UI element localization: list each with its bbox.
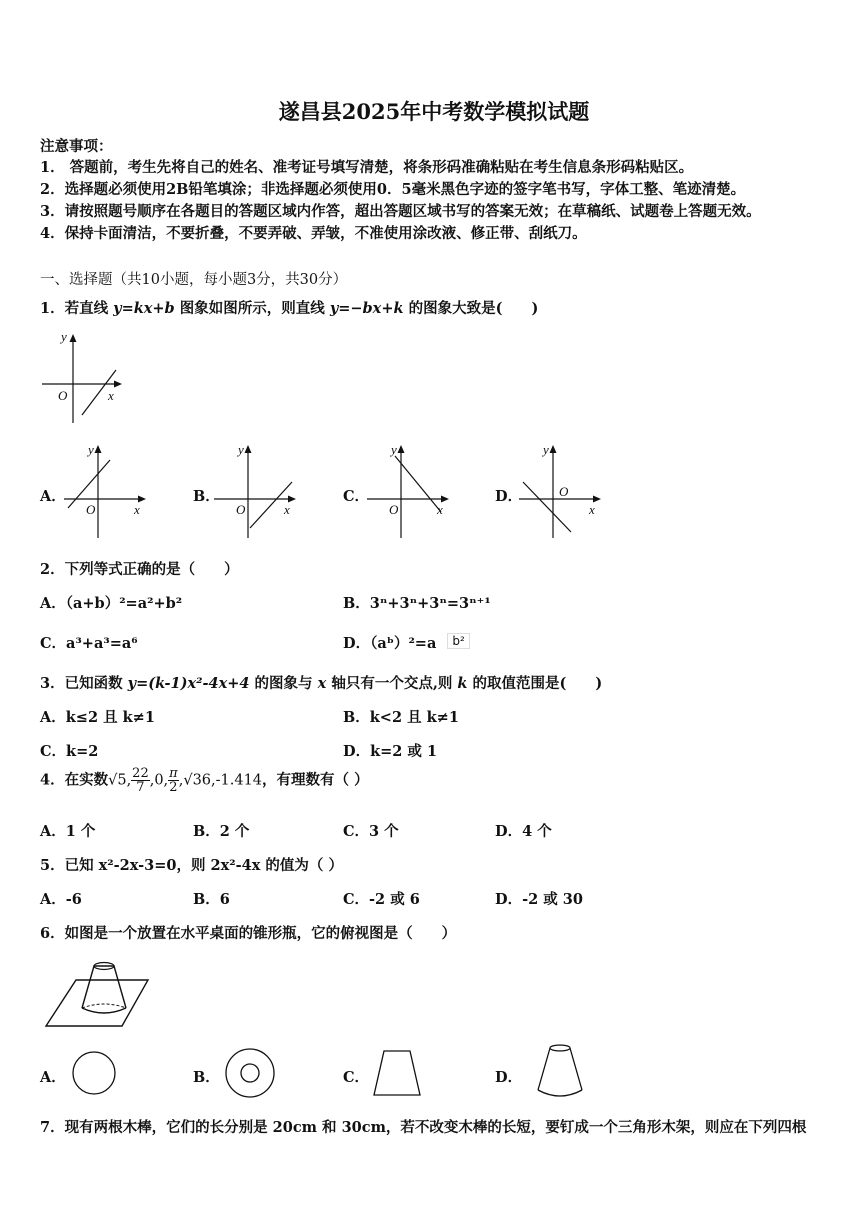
q5-option-d[interactable]: D．-2 或 30 [495, 891, 583, 908]
q4-option-c[interactable]: C．3 个 [343, 823, 399, 840]
q1-option-d-graph[interactable] [517, 440, 607, 540]
q3-k: k [457, 675, 468, 692]
q2-option-a[interactable] [40, 592, 182, 613]
q3-option-a[interactable]: A．k≤2 且 k≠1 [40, 709, 155, 726]
q3-option-c[interactable]: C．k=2 [40, 743, 99, 760]
q2-a-text: （a+b）²=a²+b² [65, 595, 183, 612]
origin-label: O [559, 484, 569, 499]
question-3-stem [40, 672, 602, 693]
q6-option-d-flask-view[interactable] [530, 1040, 590, 1102]
q4-f1-denominator: 7 [136, 780, 145, 795]
axis-x-label: x [284, 502, 290, 517]
q3-formula: y=(k-1)x²-4x+4 [127, 675, 250, 692]
axis-x-label: x [589, 502, 595, 517]
q3-x: x [317, 675, 327, 692]
q2-c-text: a³+a³=a⁶ [66, 635, 138, 652]
axis-x-label: x [134, 502, 140, 517]
q1-reference-graph [38, 325, 128, 425]
q4-f2-denominator: 2 [169, 780, 178, 795]
q4-option-a[interactable]: A．1 个 [40, 823, 96, 840]
origin-label: O [58, 388, 68, 403]
question-6-stem: 6．如图是一个放置在水平桌面的锥形瓶，它的俯视图是（ ） [40, 925, 457, 942]
q1-option-c-graph[interactable] [365, 440, 455, 540]
q1-formula-2: y=−bx+k [329, 300, 404, 317]
q3-option-b[interactable]: B．k<2 且 k≠1 [343, 709, 459, 726]
q2-b-text: 3ⁿ+3ⁿ+3ⁿ=3ⁿ⁺¹ [369, 595, 491, 612]
q5-option-c[interactable]: C．-2 或 6 [343, 891, 420, 908]
axis-y-label: y [391, 442, 397, 457]
q2-d-text: （aᵇ）²=a [370, 635, 437, 652]
axis-y-label: y [88, 442, 94, 457]
axis-x-label: x [108, 388, 114, 403]
origin-label: O [389, 502, 399, 517]
q1-formula-1: y=kx+b [113, 300, 175, 317]
note-item: 4．保持卡面清洁，不要折叠，不要弄破、弄皱，不准使用涂改液、修正带、刮纸刀。 [40, 225, 587, 242]
q4-f1-numerator: 22 [132, 766, 149, 781]
question-5-stem: 5．已知 x²-2x-3=0，则 2x²-4x 的值为（ ） [40, 857, 343, 874]
q6-option-b-label: B． [193, 1069, 220, 1086]
q1-option-a-label: A． [40, 488, 66, 505]
q6-option-a-label: A． [40, 1069, 66, 1086]
q4-option-d[interactable]: D．4 个 [495, 823, 552, 840]
q1-option-d-label: D． [495, 488, 523, 505]
q1-option-c-label: C． [343, 488, 370, 505]
q6-option-a-circle[interactable] [66, 1045, 122, 1101]
axis-y-label: y [543, 442, 549, 457]
notes-heading: 注意事项： [40, 138, 113, 155]
origin-label: O [86, 502, 96, 517]
q2-d-label: D． [343, 635, 371, 652]
q4-pre: 4．在实数 [40, 771, 109, 789]
q2-d-exponent-box: b² [447, 633, 469, 649]
q4-sqrt5: √5 [108, 772, 127, 789]
question-1-stem [40, 297, 538, 318]
q4-fraction-pi-2 [168, 767, 179, 794]
q6-option-b-ring[interactable] [220, 1043, 280, 1103]
question-4-stem [40, 767, 369, 794]
q4-f2-numerator: π [169, 766, 178, 781]
q2-option-c[interactable] [40, 632, 138, 653]
q5-option-a[interactable]: A．-6 [40, 891, 82, 908]
question-2-stem: 2．下列等式正确的是（ ） [40, 561, 239, 578]
q4-comma: , [126, 772, 132, 789]
q2-b-label: B． [343, 595, 370, 612]
q5-option-b[interactable]: B．6 [193, 891, 230, 908]
q6-option-c-trapezoid[interactable] [370, 1045, 426, 1101]
axis-y-label: y [238, 442, 244, 457]
q1-pre: 1．若直线 [40, 300, 114, 317]
note-item: 2．选择题必须使用2B铅笔填涂；非选择题必须使用0．5毫米黑色字迹的签字笔书写，字体工整、笔迹清楚。 [40, 181, 746, 198]
q3-pre: 3．已知函数 [40, 675, 128, 692]
axis-y-label: y [61, 329, 67, 344]
q1-option-b-graph[interactable] [212, 440, 302, 540]
q6-flask-figure [42, 952, 152, 1030]
q2-option-d[interactable] [343, 632, 470, 653]
q4-rest: ,√36,-1.414 [178, 772, 263, 789]
q6-option-c-label: C． [343, 1069, 370, 1086]
q3-mid: 的图象与 [249, 675, 318, 692]
q1-post: 的图象大致是( ) [403, 300, 539, 317]
axis-x-label: x [437, 502, 443, 517]
q3-mid2: 轴只有一个交点,则 [326, 675, 458, 692]
q3-post: 的取值范围是( ) [467, 675, 603, 692]
origin-label: O [236, 502, 246, 517]
q4-zero: ,0, [149, 772, 169, 789]
q4-fraction-22-7 [131, 767, 150, 794]
q2-c-label: C． [40, 635, 67, 652]
q1-option-a-graph[interactable] [62, 440, 152, 540]
section-heading: 一、选择题（共10小题，每小题3分，共30分） [40, 272, 348, 288]
q1-mid: 图象如图所示，则直线 [174, 300, 330, 317]
q1-option-b-label: B． [193, 488, 220, 505]
note-item: 1． 答题前，考生先将自己的姓名、准考证号填写清楚，将条形码准确粘贴在考生信息条形码粘贴区。 [40, 159, 694, 176]
q2-option-b[interactable] [343, 592, 491, 613]
q2-a-label: A． [40, 595, 66, 612]
note-item: 3．请按照题号顺序在各题目的答题区域内作答，超出答题区域书写的答案无效；在草稿纸、试题卷上答题无效。 [40, 203, 761, 220]
page-title: 遂昌县2025年中考数学模拟试题 [278, 99, 590, 124]
q4-option-b[interactable]: B．2 个 [193, 823, 250, 840]
question-7-stem: 7．现有两根木棒，它们的长分别是 20cm 和 30cm，若不改变木棒的长短，要钉成一个三角形木架，则应在下列四根 [40, 1119, 807, 1136]
q6-option-d-label: D． [495, 1069, 523, 1086]
q3-option-d[interactable]: D．k=2 或 1 [343, 743, 438, 760]
q4-post: ，有理数有（ ） [262, 771, 369, 789]
